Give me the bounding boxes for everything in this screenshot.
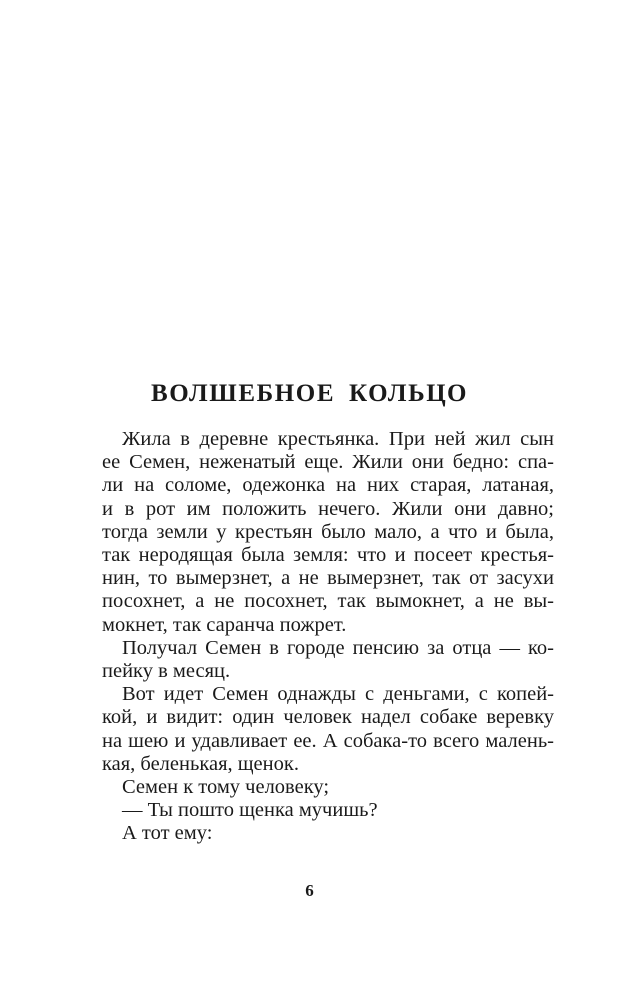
text-line: так неродящая была земля: что и посеет крестья- xyxy=(102,544,554,567)
text-line: мокнет, так саранча пожрет. xyxy=(102,613,347,636)
text-line: кая, беленькая, щенок. xyxy=(102,752,299,775)
text-line: ли на соломе, одежонка на них старая, латаная, xyxy=(102,474,554,497)
text-line: Получал Семен в городе пенсию за отца — ко- xyxy=(122,636,554,659)
text-line: нин, то вымерзнет, а не вымерзнет, так от засухи xyxy=(102,567,554,590)
text-line: тогда земли у крестьян было мало, а что и была, xyxy=(102,520,554,543)
page-number: 6 xyxy=(305,881,314,900)
chapter-title: ВОЛШЕБНОЕ КОЛЬЦО xyxy=(150,380,468,407)
chapter-text xyxy=(102,428,554,846)
text-line: А тот ему: xyxy=(122,822,213,845)
text-line: Вот идет Семен однажды с деньгами, с копей- xyxy=(122,683,554,706)
text-line: и в рот им положить нечего. Жили они давно; xyxy=(102,497,554,520)
text-line: кой, и видит: один человек надел собаке веревку xyxy=(102,706,554,729)
text-line: Семен к тому человеку; xyxy=(122,776,330,799)
dialogue-line: — Ты пошто щенка мучишь? xyxy=(122,799,378,822)
text-line: посохнет, а не посохнет, так вымокнет, а не вы- xyxy=(102,590,554,613)
text-line: ее Семен, неженатый еще. Жили они бедно: спа- xyxy=(102,451,554,474)
text-line: Жила в деревне крестьянка. При ней жил сын xyxy=(122,428,554,450)
text-line: пейку в месяц. xyxy=(102,660,231,683)
text-line: на шею и удавливает ее. А собака-то всего малень- xyxy=(102,729,554,752)
